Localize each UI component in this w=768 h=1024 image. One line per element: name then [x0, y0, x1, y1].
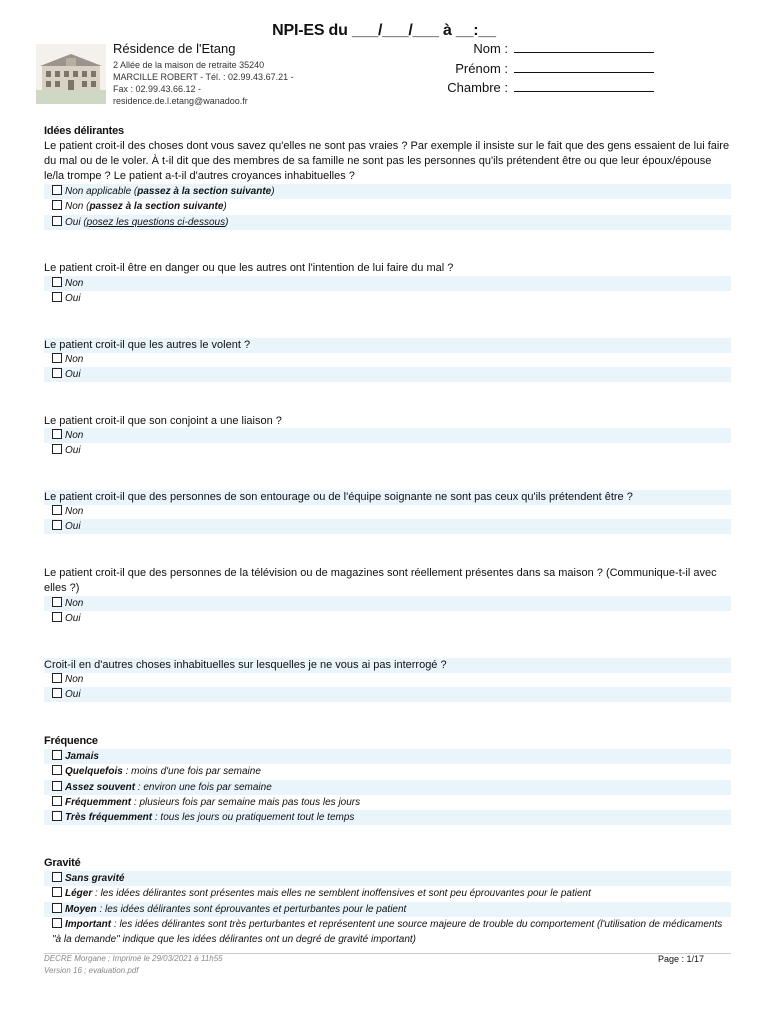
- checkbox[interactable]: [52, 796, 62, 806]
- residence-email: residence.de.l.etang@wanadoo.fr: [113, 96, 248, 106]
- severity-option-moyen[interactable]: Moyen : les idées délirantes sont éprouvantes et perturbantes pour le patient: [44, 902, 731, 917]
- nom-line[interactable]: [514, 42, 654, 53]
- chambre-label: Chambre :: [447, 80, 508, 95]
- q3-option-non[interactable]: Non: [44, 428, 731, 443]
- nom-field[interactable]: [473, 41, 654, 56]
- nom-label: Nom :: [473, 41, 508, 56]
- question-4: Le patient croit-il que des personnes de son entourage ou de l'équipe soignante ne sont pas ceux qu'ils prétendent être ?: [44, 491, 633, 503]
- residence-phone: MARCILLE ROBERT - Tél. : 02.99.43.67.21 -: [113, 72, 294, 82]
- checkbox[interactable]: [52, 277, 62, 287]
- frequency-title: Fréquence: [44, 735, 98, 747]
- question-1: Le patient croit-il être en danger ou que les autres ont l'intention de lui faire du mal ?: [44, 262, 454, 274]
- checkbox[interactable]: [52, 597, 62, 607]
- checkbox[interactable]: [52, 811, 62, 821]
- residence-address: 2 Allée de la maison de retraite 35240: [113, 60, 265, 70]
- delusions-title: Idées délirantes: [44, 125, 124, 137]
- checkbox[interactable]: [52, 688, 62, 698]
- checkbox[interactable]: [52, 887, 62, 897]
- page-number: Page : 1/17: [657, 954, 704, 964]
- option-oui[interactable]: Oui (posez les questions ci-dessous): [44, 215, 731, 230]
- severity-option-sans-gravite[interactable]: Sans gravité: [44, 871, 731, 886]
- document-title: NPI-ES du ___/___/___ à __:__: [272, 22, 496, 39]
- chambre-line[interactable]: [514, 81, 654, 92]
- q4-option-oui[interactable]: Oui: [44, 519, 731, 534]
- checkbox[interactable]: [52, 216, 62, 226]
- question-3: Le patient croit-il que son conjoint a une liaison ?: [44, 415, 282, 427]
- checkbox[interactable]: [52, 505, 62, 515]
- checkbox[interactable]: [52, 520, 62, 530]
- residence-logo: [36, 44, 106, 104]
- checkbox[interactable]: [52, 429, 62, 439]
- footer-author: DECRE Morgane ; Imprimé le 29/03/2021 à 11h55: [44, 954, 223, 963]
- checkbox[interactable]: [52, 353, 62, 363]
- frequency-option-frequemment[interactable]: Fréquemment : plusieurs fois par semaine mais pas tous les jours: [44, 795, 731, 810]
- frequency-option-quelquefois[interactable]: Quelquefois : moins d'une fois par semaine: [44, 764, 731, 779]
- footer-version: Version 16 ; evaluation.pdf: [44, 966, 139, 975]
- question-6: Croit-il en d'autres choses inhabituelles sur lesquelles je ne vous ai pas interrogé ?: [44, 659, 447, 671]
- q2-option-non[interactable]: Non: [44, 352, 731, 367]
- checkbox[interactable]: [52, 444, 62, 454]
- prenom-label: Prénom :: [455, 61, 508, 76]
- residence-name: Résidence de l'Etang: [113, 41, 236, 56]
- checkbox[interactable]: [52, 368, 62, 378]
- q4-option-non[interactable]: Non: [44, 504, 731, 519]
- residence-fax: Fax : 02.99.43.66.12 -: [113, 84, 202, 94]
- q2-option-oui[interactable]: Oui: [44, 367, 731, 382]
- checkbox[interactable]: [52, 750, 62, 760]
- checkbox[interactable]: [52, 781, 62, 791]
- delusions-intro: Le patient croit-il des choses dont vous savez qu'elles ne sont pas vraies ? Par exemple il insiste sur le fait que des gens essaient de lui faire du mal ou de le voler. À t-il dit que des membres de sa famille ne sont pas les personnes qu'ils prétendent être ou que leur époux/épouse le/la trompe ? Le patient a-t-il d'autres croyances inhabituelles ?: [44, 140, 730, 182]
- chambre-field[interactable]: [447, 80, 654, 95]
- option-not-applicable[interactable]: Non applicable (passez à la section suivante): [44, 184, 731, 199]
- frequency-option-tres-frequemment[interactable]: Très fréquemment : tous les jours ou pratiquement tout le temps: [44, 810, 731, 825]
- checkbox[interactable]: [52, 918, 62, 928]
- question-2: Le patient croit-il que les autres le volent ?: [44, 339, 251, 351]
- frequency-option-assez-souvent[interactable]: Assez souvent : environ une fois par semaine: [44, 780, 731, 795]
- q6-option-oui[interactable]: Oui: [44, 687, 731, 702]
- q5-option-oui[interactable]: Oui: [44, 611, 731, 626]
- q5-option-non[interactable]: Non: [44, 596, 731, 611]
- frequency-option-jamais[interactable]: Jamais: [44, 749, 731, 764]
- severity-title: Gravité: [44, 857, 81, 869]
- prenom-line[interactable]: [514, 62, 654, 73]
- checkbox[interactable]: [52, 903, 62, 913]
- checkbox[interactable]: [52, 673, 62, 683]
- option-non[interactable]: Non (passez à la section suivante): [44, 199, 731, 214]
- severity-option-leger[interactable]: Léger : les idées délirantes sont présentes mais elles ne semblent inoffensives et sont peu éprouvantes pour le patient: [44, 886, 731, 901]
- checkbox[interactable]: [52, 612, 62, 622]
- q1-option-oui[interactable]: Oui: [44, 291, 731, 306]
- severity-option-important[interactable]: Important : les idées délirantes sont très perturbantes et représentent une source majeure de trouble du comportement (l'utilisation de médicaments "à la demande" indique que les idées délirantes ont un degré de gravité important): [52, 919, 723, 945]
- checkbox[interactable]: [52, 872, 62, 882]
- q6-option-non[interactable]: Non: [44, 672, 731, 687]
- prenom-field[interactable]: [455, 61, 654, 76]
- checkbox[interactable]: [52, 200, 62, 210]
- question-5: Le patient croit-il que des personnes de la télévision ou de magazines sont réellement présentes dans sa maison ? (Communique-t-il avec elles ?): [44, 567, 717, 594]
- q1-option-non[interactable]: Non: [44, 276, 731, 291]
- checkbox[interactable]: [52, 765, 62, 775]
- checkbox[interactable]: [52, 185, 62, 195]
- checkbox[interactable]: [52, 292, 62, 302]
- q3-option-oui[interactable]: Oui: [44, 443, 731, 458]
